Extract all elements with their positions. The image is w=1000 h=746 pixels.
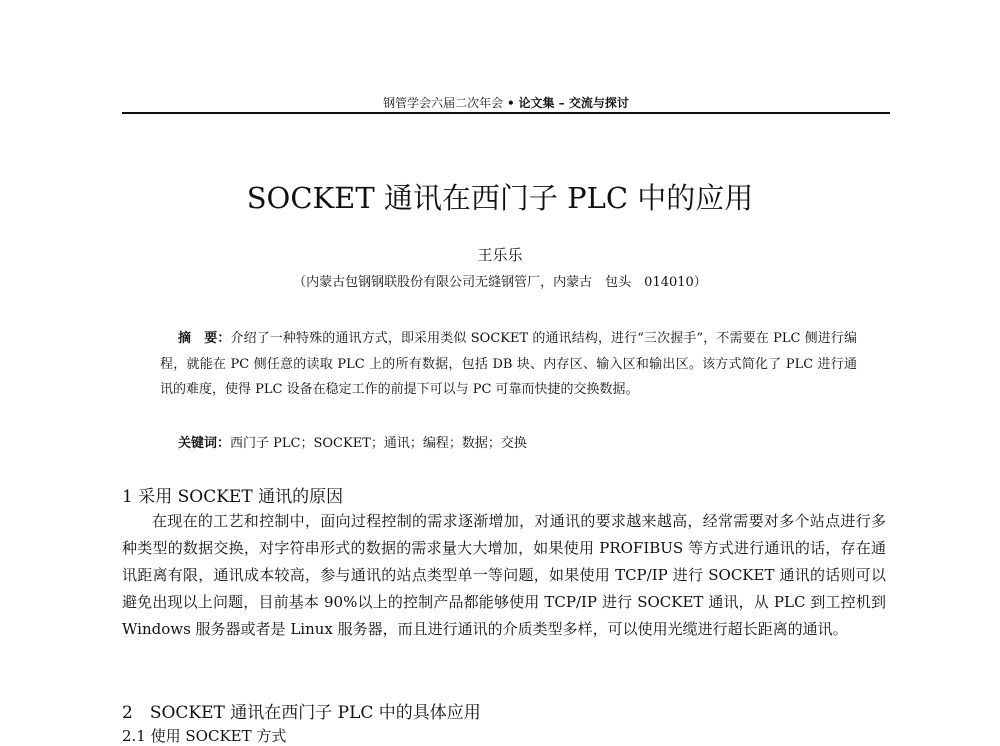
abstract-text: 介绍了一种特殊的通讯方式，即采用类似 SOCKET 的通讯结构，进行“三次握手”，不需要在 PLC 侧进行编程，就能在 PC 侧任意的读取 PLC 上的所有数据，包括 DB 块、内存区、输入区和输出区。该方式简化了 PLC 进行通讯的难度，使得 PLC 设备在稳定工作的前提下可以与 PC 可靠而快捷的交换数据。 <box>160 331 857 397</box>
abstract <box>160 326 857 403</box>
keywords <box>178 432 527 451</box>
section-1-body: 在现在的工艺和控制中，面向过程控制的需求逐渐增加，对通讯的要求越来越高，经常需要对多个站点进行多种类型的数据交换，对字符串形式的数据的需求量大大增加，如果使用 PROFIBUS 等方式进行通讯的话，存在通讯距离有限，通讯成本较高，参与通讯的站点类型单一等问题，如果使用 TCP/IP 进行 SOCKET 通讯的话则可以避免出现以上问题，目前基本 90%以上的控制产品都能够使用 TCP/IP 进行 SOCKET 通讯，从 PLC 到工控机到 Windows 服务器或者是 Linux 服务器，而且进行通讯的介质类型多样，可以使用光缆进行超长距离的通讯。 <box>122 512 886 638</box>
section-2-heading: 2 SOCKET 通讯在西门子 PLC 中的具体应用 <box>122 703 481 723</box>
keywords-label: 关键词： <box>178 436 231 451</box>
paper-title: SOCKET 通讯在西门子 PLC 中的应用 <box>246 181 754 215</box>
section-2-1-heading: 2.1 使用 SOCKET 方式 <box>122 727 287 745</box>
affiliation: （内蒙古包钢钢联股份有限公司无缝钢管厂，内蒙古 包头 014010） <box>293 275 707 290</box>
abstract-label: 摘 要： <box>178 331 231 346</box>
section-1-heading: 1 采用 SOCKET 通讯的原因 <box>122 487 344 507</box>
running-header-collection: 论文集 – 交流与探讨 <box>518 96 629 110</box>
keywords-text: 西门子 PLC；SOCKET；通讯；编程；数据；交换 <box>230 436 527 451</box>
header-rule <box>122 112 890 114</box>
running-header-separator: • <box>506 96 515 110</box>
running-header-conference: 钢管学会六届二次年会 <box>383 96 504 110</box>
author: 王乐乐 <box>477 246 523 264</box>
running-header <box>122 94 890 111</box>
